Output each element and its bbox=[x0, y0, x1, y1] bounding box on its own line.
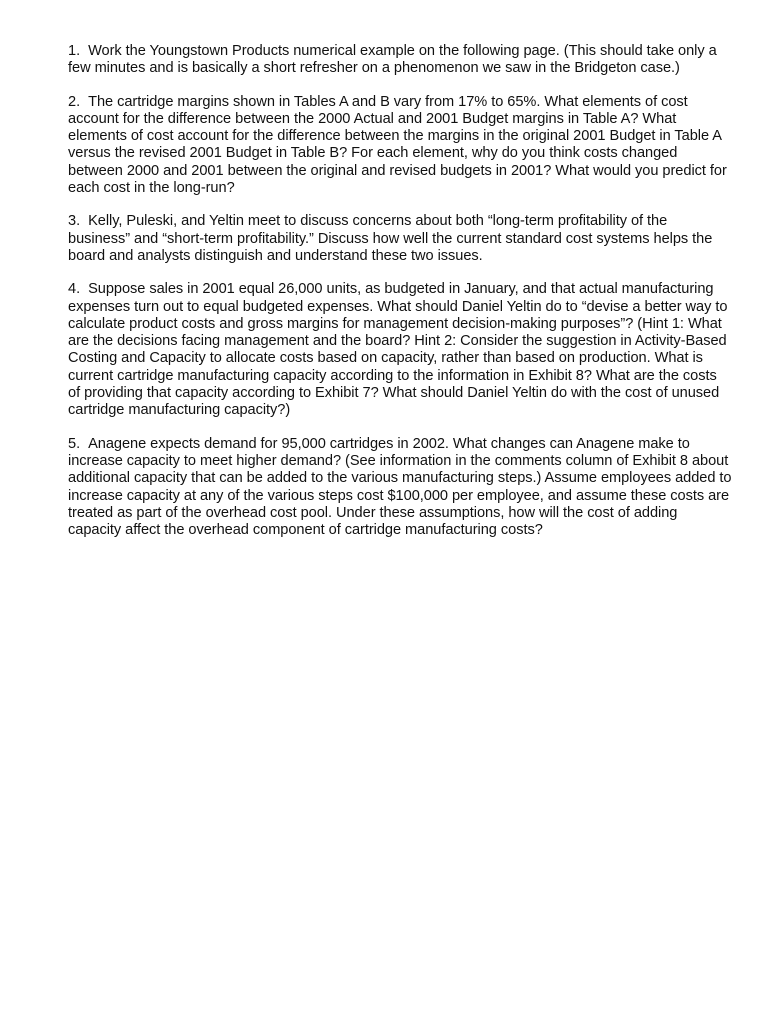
document-page bbox=[68, 43, 732, 555]
question-2 bbox=[68, 94, 732, 198]
question-number: 1. bbox=[68, 43, 81, 59]
question-text: Kelly, Puleski, and Yeltin meet to discuss concerns about both “long-term profitability of the business” and “short-term profitability.” Discuss how well the current standard cost systems helps the board and analysts distinguish and understand these two issues. bbox=[68, 213, 713, 264]
question-text: The cartridge margins shown in Tables A and B vary from 17% to 65%. What elements of cost account for the difference between the 2000 Actual and 2001 Budget margins in Table A? What elements of cost account for the difference between the margins in the original 2001 Budget in Table A versus the revised 2001 Budget in Table B? For each element, why do you think costs changed between 2000 and 2001 between the original and revised budgets in 2001? What would you predict for each cost in the long-run? bbox=[68, 93, 727, 197]
question-4 bbox=[68, 281, 732, 419]
question-number: 3. bbox=[68, 213, 81, 230]
question-number: 5. bbox=[68, 435, 81, 452]
question-5 bbox=[68, 436, 732, 540]
question-number: 2. bbox=[68, 93, 81, 110]
question-1 bbox=[68, 43, 732, 78]
question-text: Anagene expects demand for 95,000 cartridges in 2002. What changes can Anagene make to increase capacity to meet higher demand? (See information in the comments column of Exhibit 8 about additional capacity that can be added to the various manufacturing steps.) Assume employees added to increase capacity at any of the various steps cost $100,000 per employee, and assume these costs are treated as part of the overhead cost pool. Under these assumptions, how will the cost of adding capacity affect the overhead component of cartridge manufacturing costs? bbox=[68, 435, 732, 539]
question-number: 4. bbox=[68, 281, 81, 298]
question-3 bbox=[68, 213, 732, 265]
question-text: Work the Youngstown Products numerical example on the following page. (This should take only a few minutes and is basically a short refresher on a phenomenon we saw in the Bridgeton case.) bbox=[68, 43, 717, 77]
question-text: Suppose sales in 2001 equal 26,000 units, as budgeted in January, and that actual manufacturing expenses turn out to equal budgeted expenses. What should Daniel Yeltin do to “devise a better way to calculate product costs and gross margins for management decision-making purposes”? (Hint 1: What are the decisions facing management and the board? Hint 2: Consider the suggestion in Activity-Based Costing and Capacity to allocate costs based on capacity, rather than based on production. What is current cartridge manufacturing capacity according to the information in Exhibit 8? What are the costs of providing that capacity according to Exhibit 7? What should Daniel Yeltin do with the cost of unused cartridge manufacturing capacity?) bbox=[68, 281, 728, 419]
